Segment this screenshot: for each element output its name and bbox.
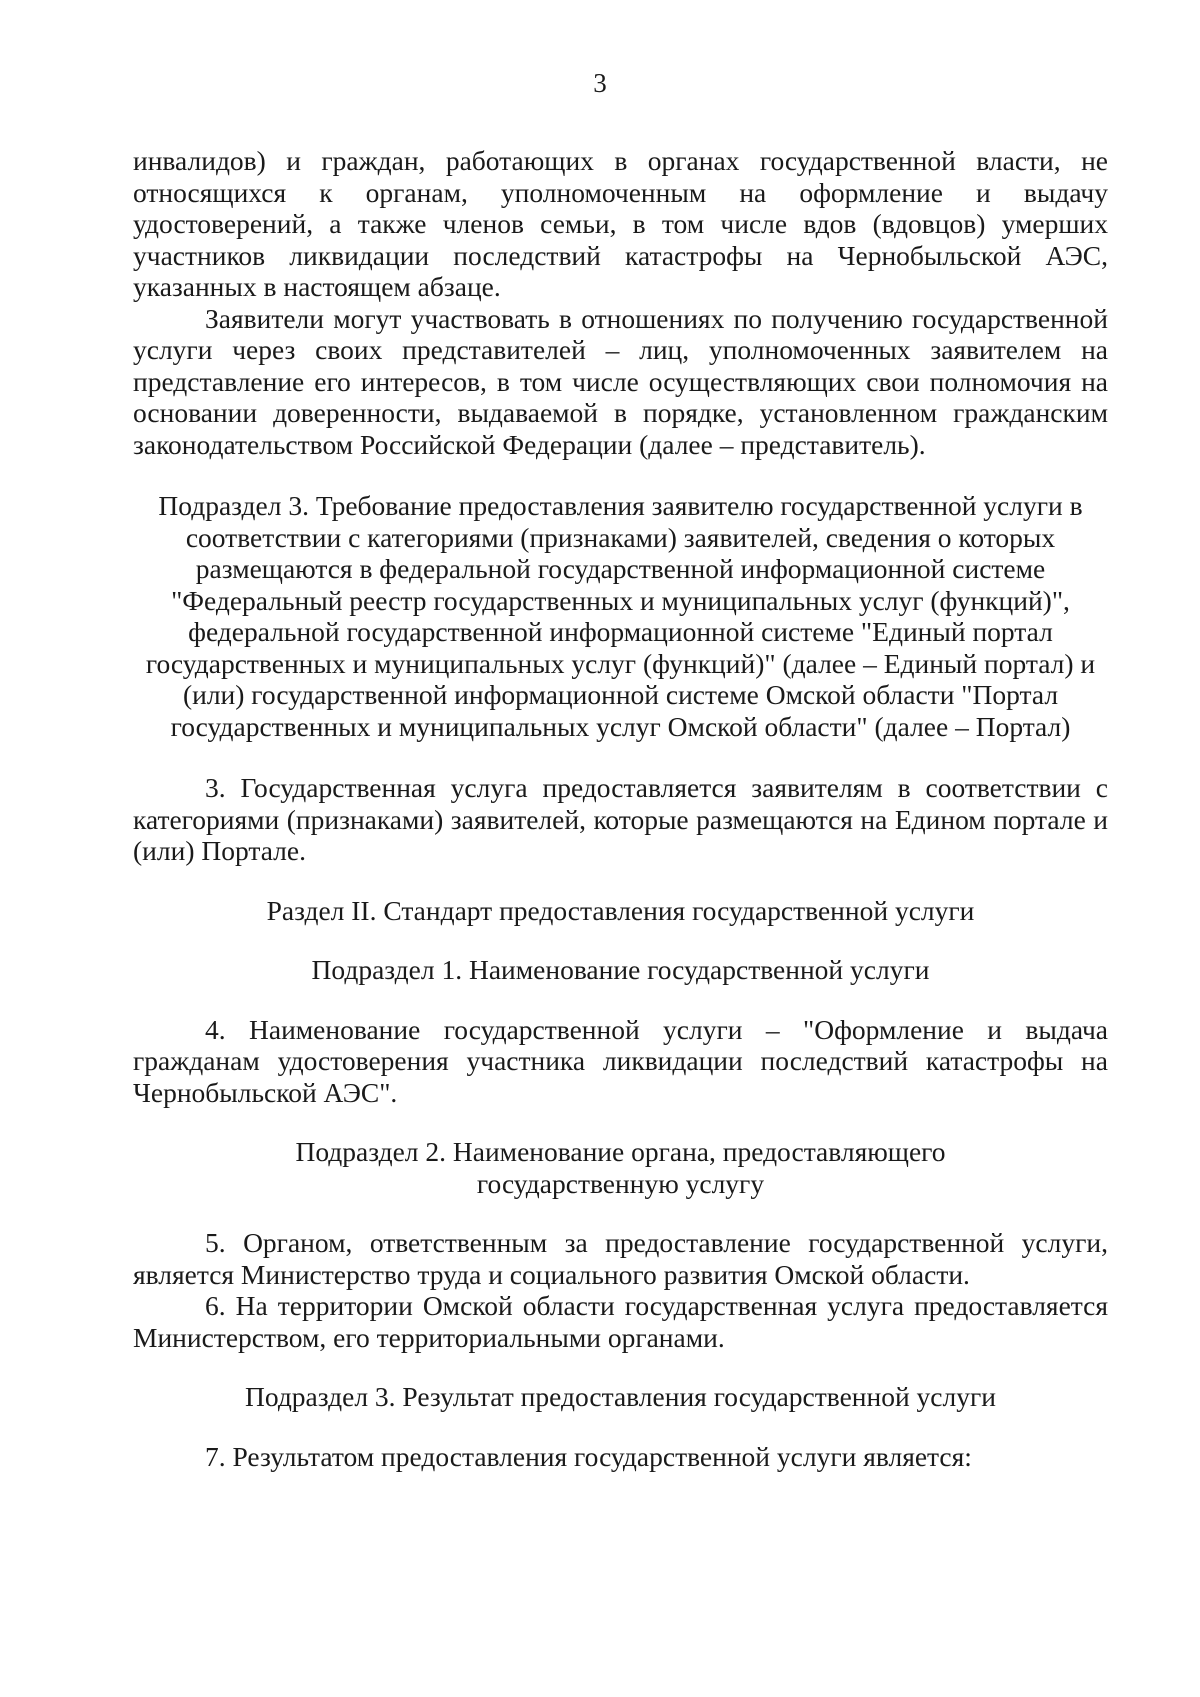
heading-subsection-2: Подраздел 2. Наименование органа, предоставляющего государственную услугу	[295, 1136, 946, 1199]
paragraph-item-4: 4. Наименование государственной услуги – "Оформление и выдача гражданам удостоверения участника ликвидации последствий катастрофы на Чернобыльской АЭС".	[133, 1013, 1108, 1108]
paragraph-continuation: инвалидов) и граждан, работающих в органах государственной власти, не относящихся к органам, уполномоченным на оформление и выдачу удостоверений, а также членов семьи, в том числе вдов (вдовцов) умерших участников ликвидации последствий катастрофы на Чернобыльской АЭС, указанных в настоящем абзаце.	[133, 145, 1108, 302]
heading-subsection-1: Подраздел 1. Наименование государственной услуги	[311, 954, 930, 985]
paragraph-item-5: 5. Органом, ответственным за предоставление государственной услуги, является Министерство труда и социального развития Омской области.	[133, 1227, 1108, 1290]
heading-subsection-3-requirement: Подраздел 3. Требование предоставления заявителю государственной услуги в соответствии с категориями (признаками) заявителей, сведения о которых размещаются в федеральной государственной информационной системе "Федеральный реестр государственных и муниципальных услуг (функций)", федеральной государственной информационной системе "Единый портал государственных и муниципальных услуг (функций)" (далее – Единый портал) и (или) государственной информационной системе Омской области "Портал государственных и муниципальных услуг Омской области" (далее – Портал)	[145, 490, 1096, 742]
paragraph-item-6: 6. На территории Омской области государственная услуга предоставляется Министерством, его территориальными органами.	[133, 1290, 1108, 1353]
paragraph-item-7: 7. Результатом предоставления государственной услуги является:	[205, 1440, 972, 1472]
page-number: 3	[593, 68, 607, 98]
paragraph-representatives: Заявители могут участвовать в отношениях по получению государственной услуги через своих представителей – лиц, уполномоченных заявителем на представление его интересов, в том числе осуществляющих свои полномочия на основании доверенности, выдаваемой в порядке, установленном гражданским законодательством Российской Федерации (далее – представитель).	[133, 302, 1108, 460]
heading-section-2: Раздел II. Стандарт предоставления государственной услуги	[266, 894, 975, 926]
document-body	[133, 145, 1108, 1472]
heading-subsection-3-result: Подраздел 3. Результат предоставления государственной услуги	[245, 1381, 996, 1412]
paragraph-item-3: 3. Государственная услуга предоставляется заявителям в соответствии с категориями (признаками) заявителей, которые размещаются на Едином портале и (или) Портале.	[133, 772, 1108, 866]
